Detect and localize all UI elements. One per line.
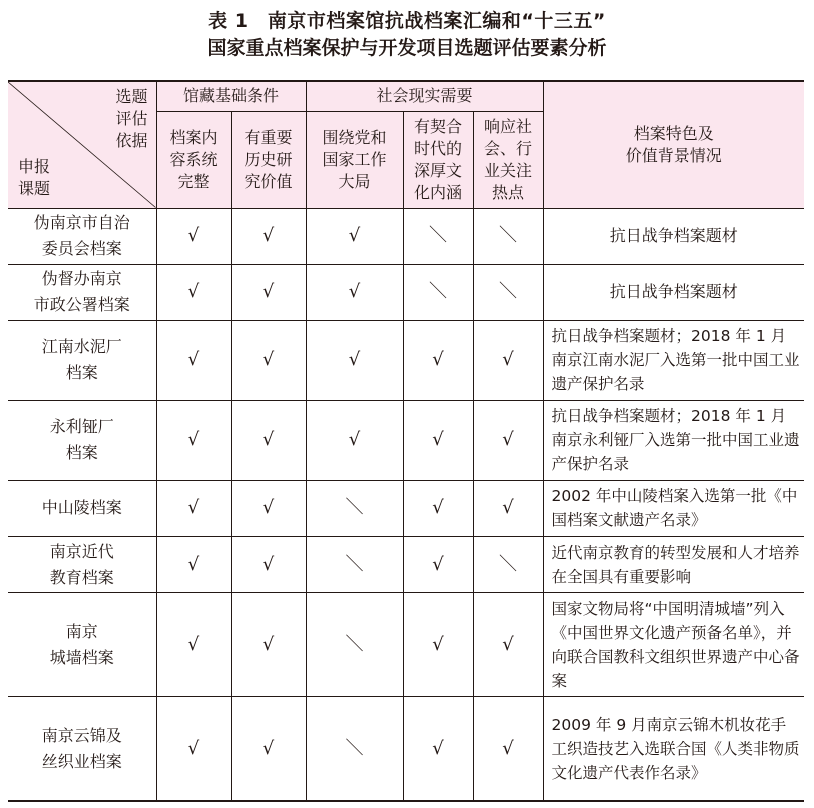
table-row (8, 400, 804, 480)
table-row (8, 208, 804, 264)
col-header-historical: 有重要 历史研 究价值 (231, 111, 306, 208)
row-mark-c4: √ (403, 480, 473, 536)
row-mark-c4: √ (403, 400, 473, 480)
row-description: 抗日战争档案题材；2018 年 1 月南京江南水泥厂入选第一批中国工业遗产保护名录 (543, 320, 804, 400)
row-mark-c2: √ (231, 537, 306, 593)
row-description: 2002 年中山陵档案入选第一批《中国档案文献遗产名录》 (543, 480, 804, 536)
col-header-cultural: 有契合 时代的 深厚文 化内涵 (403, 111, 473, 208)
row-mark-c2: √ (231, 400, 306, 480)
row-mark-c1: √ (156, 480, 231, 536)
row-mark-c3: √ (306, 208, 403, 264)
row-mark-c5: √ (473, 697, 543, 801)
row-mark-c1: √ (156, 697, 231, 801)
row-mark-c2: √ (231, 264, 306, 320)
corner-top-label: 选题 评估 依据 (115, 87, 148, 150)
col-header-features: 档案特色及 价值背景情况 (543, 81, 804, 208)
row-mark-c5: ＼ (473, 208, 543, 264)
row-mark-c1: √ (156, 400, 231, 480)
row-mark-c3: ＼ (306, 697, 403, 801)
caption-line-2: 国家重点档案保护与开发项目选题评估要素分析 (207, 37, 607, 59)
corner-bottom-label: 申报 课题 (18, 156, 51, 198)
table-row (8, 480, 804, 536)
row-mark-c3: ＼ (306, 593, 403, 697)
caption-line-1: 表 1 南京市档案馆抗战档案汇编和“十三五” (208, 10, 606, 32)
row-subject: 伪督办南京 市政公署档案 (8, 264, 156, 320)
row-mark-c5: ＼ (473, 537, 543, 593)
row-mark-c3: ＼ (306, 537, 403, 593)
row-mark-c4: √ (403, 593, 473, 697)
row-subject: 江南水泥厂 档案 (8, 320, 156, 400)
table-row (8, 264, 804, 320)
row-mark-c4: √ (403, 320, 473, 400)
row-mark-c5: √ (473, 320, 543, 400)
group-header-social: 社会现实需要 (306, 81, 543, 111)
row-mark-c3: √ (306, 320, 403, 400)
row-description: 2009 年 9 月南京云锦木机妆花手工织造技艺入选联合国《人类非物质文化遗产代表作名录》 (543, 697, 804, 801)
row-subject: 南京云锦及 丝织业档案 (8, 697, 156, 801)
row-description: 近代南京教育的转型发展和人才培养在全国具有重要影响 (543, 537, 804, 593)
table-row (8, 537, 804, 593)
row-mark-c3: √ (306, 264, 403, 320)
row-mark-c5: √ (473, 400, 543, 480)
table-row (8, 697, 804, 801)
row-mark-c1: √ (156, 537, 231, 593)
row-description: 抗日战争档案题材 (543, 208, 804, 264)
col-header-national: 围绕党和 国家工作 大局 (306, 111, 403, 208)
row-mark-c2: √ (231, 320, 306, 400)
row-mark-c1: √ (156, 264, 231, 320)
row-description: 抗日战争档案题材；2018 年 1 月南京永利铔厂入选第一批中国工业遗产保护名录 (543, 400, 804, 480)
row-mark-c2: √ (231, 208, 306, 264)
table-row (8, 593, 804, 697)
row-mark-c4: ＼ (403, 208, 473, 264)
group-header-collection: 馆藏基础条件 (156, 81, 306, 111)
row-mark-c4: √ (403, 537, 473, 593)
corner-header (8, 81, 156, 208)
row-mark-c4: √ (403, 697, 473, 801)
row-mark-c1: √ (156, 320, 231, 400)
row-mark-c2: √ (231, 697, 306, 801)
row-mark-c5: √ (473, 593, 543, 697)
table-caption (0, 0, 814, 62)
row-subject: 永利铔厂 档案 (8, 400, 156, 480)
row-mark-c2: √ (231, 480, 306, 536)
col-header-complete: 档案内 容系统 完整 (156, 111, 231, 208)
row-subject: 中山陵档案 (8, 480, 156, 536)
row-mark-c4: ＼ (403, 264, 473, 320)
row-mark-c3: √ (306, 400, 403, 480)
row-description: 国家文物局将“中国明清城墙”列入《中国世界文化遗产预备名单》，并向联合国教科文组织世界遗产中心备案 (543, 593, 804, 697)
row-subject: 南京近代 教育档案 (8, 537, 156, 593)
row-subject: 南京 城墙档案 (8, 593, 156, 697)
row-subject: 伪南京市自治 委员会档案 (8, 208, 156, 264)
col-header-hotspot: 响应社 会、行 业关注 热点 (473, 111, 543, 208)
row-description: 抗日战争档案题材 (543, 264, 804, 320)
table-row (8, 320, 804, 400)
row-mark-c1: √ (156, 208, 231, 264)
evaluation-table (8, 80, 804, 802)
row-mark-c5: √ (473, 480, 543, 536)
row-mark-c1: √ (156, 593, 231, 697)
row-mark-c5: ＼ (473, 264, 543, 320)
row-mark-c2: √ (231, 593, 306, 697)
row-mark-c3: ＼ (306, 480, 403, 536)
